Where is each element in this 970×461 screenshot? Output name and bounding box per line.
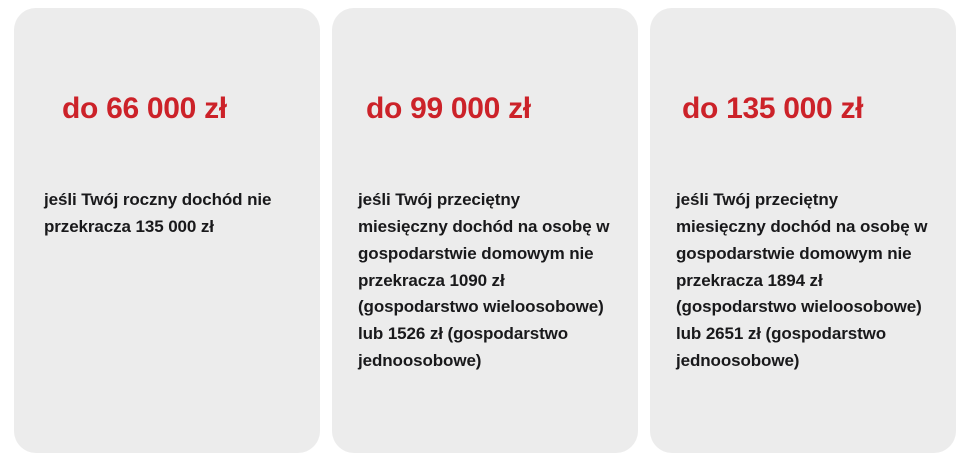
benefit-tier-card <box>14 8 320 453</box>
tier-amount: do 99 000 zł <box>366 92 531 125</box>
tier-amount: do 135 000 zł <box>682 92 864 125</box>
tier-description: jeśli Twój roczny dochód nie przekracza 135 000 zł <box>44 190 272 236</box>
tier-description: jeśli Twój przeciętny miesięczny dochód na osobę w gospodarstwie domowym nie przekracza 1090 zł (gospodarstwo wieloosobowe) lub 1526 zł (gospodarstwo jednoosobowe) <box>358 190 610 371</box>
tier-description: jeśli Twój przeciętny miesięczny dochód na osobę w gospodarstwie domowym nie przekracza 1894 zł (gospodarstwo wieloosobowe) lub 2651 zł (gospodarstwo jednoosobowe) <box>676 190 928 371</box>
benefit-tier-card <box>332 8 638 453</box>
tier-amount: do 66 000 zł <box>62 92 227 125</box>
benefit-tier-card <box>650 8 956 453</box>
